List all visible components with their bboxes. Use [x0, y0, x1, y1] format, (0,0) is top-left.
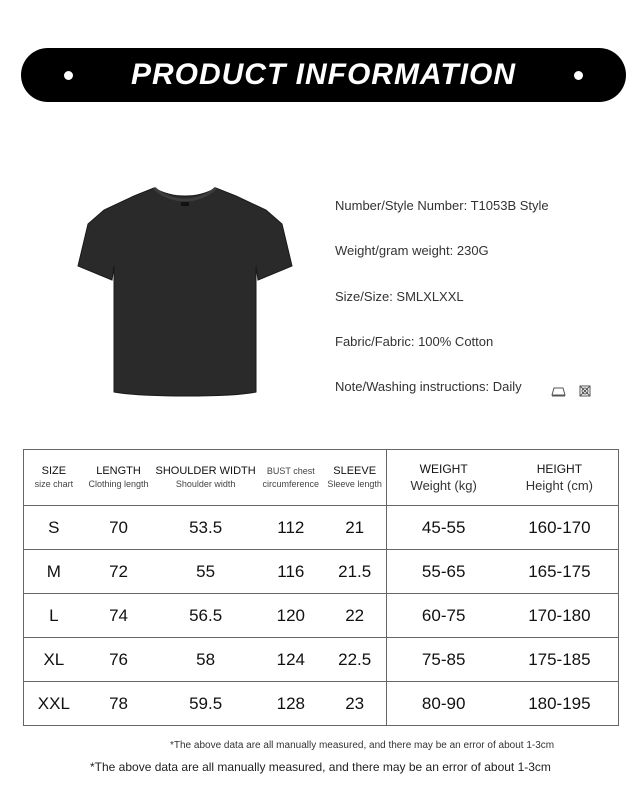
cell-sleeve: 21.5: [324, 550, 386, 594]
cell-sleeve: 22.5: [324, 638, 386, 682]
cell-height: 170-180: [501, 594, 619, 638]
cell-shoulder: 53.5: [153, 506, 258, 550]
table-row: [24, 594, 619, 638]
cell-bust: 124: [258, 638, 324, 682]
t-shirt-icon: [76, 184, 294, 400]
cell-height: 175-185: [501, 638, 619, 682]
cell-size: S: [24, 506, 84, 550]
cell-length: 76: [84, 638, 154, 682]
cell-shoulder: 59.5: [153, 682, 258, 726]
header-shoulder-width: SHOULDER WIDTH Shoulder width: [153, 450, 258, 506]
spec-fabric: Fabric/Fabric: 100% Cotton: [335, 334, 494, 349]
cell-size: M: [24, 550, 84, 594]
header-height: HEIGHT Height (cm): [501, 450, 619, 506]
cell-weight: 55-65: [386, 550, 501, 594]
header-size: SIZE size chart: [24, 450, 84, 506]
header-length: LENGTH Clothing length: [84, 450, 154, 506]
table-row: [24, 550, 619, 594]
cell-height: 165-175: [501, 550, 619, 594]
cell-length: 74: [84, 594, 154, 638]
cell-size: L: [24, 594, 84, 638]
cell-length: 72: [84, 550, 154, 594]
cell-weight: 60-75: [386, 594, 501, 638]
header-bust: BUST chest circumference: [258, 450, 324, 506]
no-tumble-dry-icon: [580, 386, 590, 396]
table-row: [24, 682, 619, 726]
product-information-banner: [21, 48, 626, 102]
cell-bust: 120: [258, 594, 324, 638]
cell-weight: 75-85: [386, 638, 501, 682]
cell-bust: 128: [258, 682, 324, 726]
cell-length: 70: [84, 506, 154, 550]
banner-title: PRODUCT INFORMATION: [130, 58, 517, 91]
spec-style-number: Number/Style Number: T1053B Style: [335, 198, 549, 213]
cell-weight: 45-55: [386, 506, 501, 550]
cell-shoulder: 56.5: [153, 594, 258, 638]
cell-weight: 80-90: [386, 682, 501, 726]
banner-dot-left: [64, 71, 73, 80]
spec-washing: Note/Washing instructions: Daily: [335, 379, 522, 394]
cell-length: 78: [84, 682, 154, 726]
table-row: [24, 506, 619, 550]
size-chart-table: [23, 449, 619, 726]
cell-size: XL: [24, 638, 84, 682]
banner-dot-right: [574, 71, 583, 80]
header-weight: WEIGHT Weight (kg): [386, 450, 501, 506]
spec-weight: Weight/gram weight: 230G: [335, 243, 489, 258]
cell-bust: 112: [258, 506, 324, 550]
washing-icons: [550, 382, 598, 398]
cell-bust: 116: [258, 550, 324, 594]
table-header-row: [24, 450, 619, 506]
cell-sleeve: 23: [324, 682, 386, 726]
cell-sleeve: 22: [324, 594, 386, 638]
cell-sleeve: 21: [324, 506, 386, 550]
measurement-note-small: *The above data are all manually measured, and there may be an error of about 1-3cm: [170, 740, 555, 751]
cell-size: XXL: [24, 682, 84, 726]
header-sleeve: SLEEVE Sleeve length: [324, 450, 386, 506]
table-row: [24, 638, 619, 682]
spec-size: Size/Size: SMLXLXXL: [335, 289, 464, 304]
cell-height: 180-195: [501, 682, 619, 726]
cell-shoulder: 58: [153, 638, 258, 682]
measurement-note: *The above data are all manually measured, and there may be an error of about 1-3cm: [90, 760, 551, 774]
iron-icon: [552, 388, 565, 396]
cell-shoulder: 55: [153, 550, 258, 594]
cell-height: 160-170: [501, 506, 619, 550]
